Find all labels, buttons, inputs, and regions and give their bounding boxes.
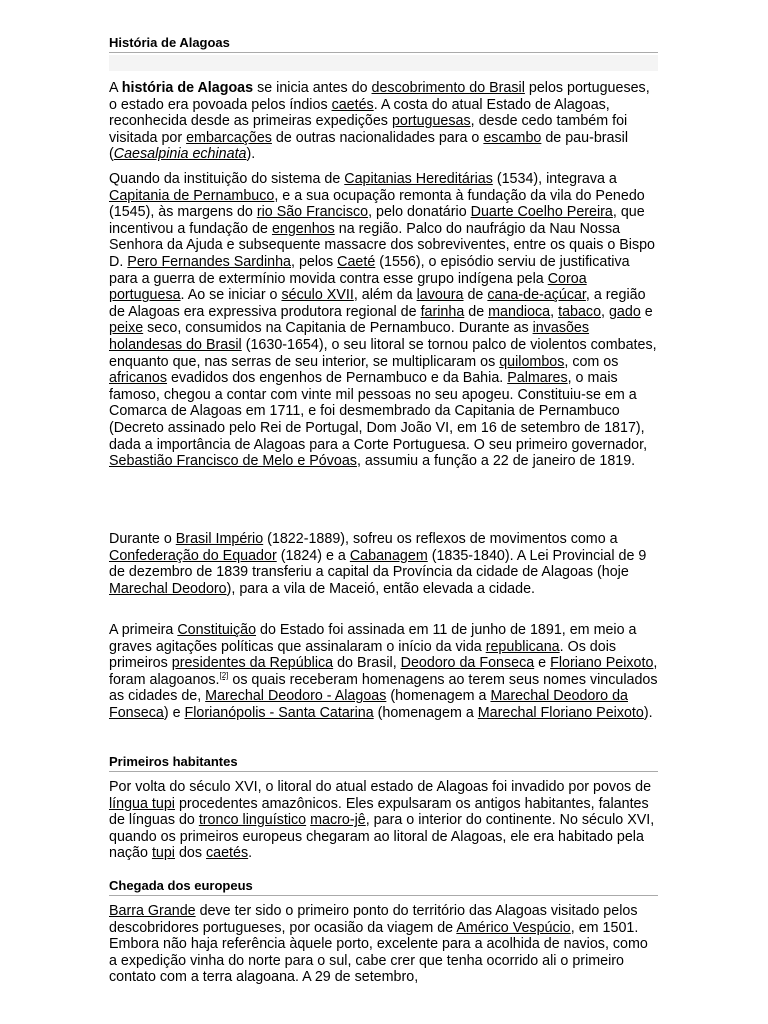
wiki-link[interactable]: Caesalpinia echinata: [113, 146, 247, 163]
wiki-link[interactable]: caetés: [206, 845, 249, 862]
text-run: Durante o: [109, 531, 176, 547]
page-title: História de Alagoas: [109, 35, 658, 53]
wiki-link[interactable]: Pero Fernandes Sardinha: [127, 253, 292, 270]
text-run: deve ter sido o primeiro ponto do território das Alagoas visitado pelos descobridores portugueses, por ocasião da viagem de: [109, 903, 638, 936]
wiki-link[interactable]: Capitanias Hereditárias: [344, 171, 493, 187]
wiki-link[interactable]: mandioca: [488, 303, 551, 320]
text-run: . A costa do atual Estado de Alagoas, reconhecida desde as primeiras expedições: [109, 96, 610, 130]
paragraph-colonial: [109, 171, 658, 470]
wiki-link[interactable]: portuguesas: [391, 113, 471, 130]
text-run: , em 1501. Embora não haja referência àquele porto, excelente para a acolhida de navios, como a expedição vinha do norte para o sul, cabe crer que tenha ocorrido ali o primeiro contato com a terra alagoana. A 29 de setembro,: [109, 919, 648, 986]
text-run: , com os: [564, 353, 619, 370]
text-run: , e a sua ocupação remonta à fundação da vila do Penedo (1545), às margens do: [109, 187, 645, 221]
wiki-link[interactable]: Floriano Peixoto: [550, 655, 654, 672]
text-run: ).: [246, 146, 256, 163]
text-run: do Estado foi assinada em 11 de junho de 1891, em meio a graves agitações políticas que assinalaram o início da vida: [109, 622, 637, 655]
wiki-link[interactable]: peixe: [109, 320, 144, 337]
paragraph-intro: [109, 80, 658, 163]
bold-text: história de Alagoas: [121, 80, 254, 96]
wiki-link[interactable]: Deodoro da Fonseca: [400, 655, 535, 672]
paragraph-primeiros-habitantes: [109, 779, 658, 862]
text-run: (1822-1889), sofreu os reflexos de movimentos como a: [263, 531, 618, 547]
wiki-link[interactable]: Caeté: [337, 253, 376, 270]
text-run: , além da: [353, 287, 417, 304]
paragraph-republica: [109, 622, 658, 722]
text-run: (1835-1840). A Lei Provincial de 9 de dezembro de 1839 transferiu a capital da Província da cidade de Alagoas (hoje: [109, 547, 647, 581]
text-run: e: [534, 655, 551, 672]
text-run: ,: [550, 303, 559, 320]
section-heading-primeiros-habitantes: Primeiros habitantes: [109, 754, 658, 772]
text-run: evadidos dos engenhos de Pernambuco e da Bahia.: [167, 370, 508, 387]
header-band: [109, 55, 658, 71]
wiki-link[interactable]: tronco linguístico: [198, 812, 307, 829]
text-run: os quais receberam homenagens ao terem seus nomes vinculados as cidades de,: [109, 671, 658, 705]
wiki-link[interactable]: presidentes da República: [171, 655, 334, 672]
text-run: , pelo donatário: [368, 204, 471, 221]
text-run: , que incentivou a fundação de: [109, 204, 645, 237]
text-run: . Ao se iniciar o: [180, 287, 282, 304]
text-run: .: [248, 845, 253, 862]
text-run: ), para a vila de Maceió, então elevada a cidade.: [226, 580, 535, 597]
footnote-ref[interactable]: [2]: [219, 671, 229, 681]
text-run: (1824) e a: [276, 547, 350, 564]
wiki-link[interactable]: republicana: [485, 638, 560, 655]
wiki-link[interactable]: lavoura: [416, 287, 464, 304]
text-run: de: [464, 303, 489, 320]
wiki-link[interactable]: Marechal Deodoro - Alagoas: [205, 688, 387, 705]
text-run: ) e: [163, 704, 185, 721]
text-run: na região. Palco do naufrágio da Nau Nossa Senhora da Ajuda e subsequente massacre dos sobreviventes, entre os quais o Bispo D.: [109, 220, 656, 270]
wiki-link[interactable]: farinha: [420, 303, 465, 320]
wiki-link[interactable]: Florianópolis - Santa Catarina: [184, 704, 374, 721]
text-run: dos: [175, 845, 206, 862]
wiki-link[interactable]: Palmares: [507, 370, 568, 387]
text-run: seco, consumidos na Capitania de Pernambuco. Durante as: [143, 320, 533, 337]
wiki-link[interactable]: quilombos: [499, 353, 565, 370]
paragraph-chegada-europeus: [109, 903, 658, 986]
wiki-link[interactable]: macro-jê: [310, 812, 366, 829]
wiki-link[interactable]: descobrimento do Brasil: [371, 80, 525, 96]
text-run: de outras nacionalidades para o: [271, 129, 484, 146]
wiki-link[interactable]: escambo: [483, 129, 542, 146]
text-run: , o mais famoso, chegou a contar com vinte mil pessoas no seu apogeu. Constituiu-se em a Comarca de Alagoas em 1711, e foi desmembrado da Capitania de Pernambuco (Decreto assinado pelo Rei de Portugal, Dom João VI, em 16 de setembro de 1817), dada a importância de Alagoas para a Corte Portuguesa. O seu primeiro governador,: [109, 370, 648, 453]
text-run: e: [640, 303, 653, 320]
text-run: de pau-brasil (: [109, 129, 629, 163]
wiki-link[interactable]: caetés: [331, 96, 374, 113]
wiki-link[interactable]: Confederação do Equador: [109, 547, 277, 564]
wiki-link[interactable]: tupi: [151, 845, 175, 862]
text-run: (1630-1654), o seu litoral se tornou palco de violentos combates, enquanto que, nas serras de seu interior, se multiplicaram os: [109, 336, 657, 370]
wiki-link[interactable]: Marechal Floriano Peixoto: [477, 704, 644, 721]
paragraph-imperio: [109, 531, 658, 597]
wiki-link[interactable]: Marechal Deodoro da Fonseca: [109, 688, 628, 721]
wiki-link[interactable]: Cabanagem: [349, 547, 428, 564]
text-run: do Brasil,: [333, 655, 401, 672]
text-run: . Os dois primeiros: [109, 638, 617, 672]
wiki-link[interactable]: Coroa portuguesa: [109, 270, 587, 304]
wiki-link[interactable]: Marechal Deodoro: [109, 580, 227, 597]
text-run: se inicia antes do: [253, 80, 372, 96]
text-run: ).: [643, 704, 653, 721]
text-run: , assumiu a função a 22 de janeiro de 1819.: [356, 453, 636, 470]
wiki-link[interactable]: século XVII: [281, 287, 354, 304]
wiki-link[interactable]: Barra Grande: [109, 903, 196, 919]
text-run: , para o interior do continente. No século XVI, quando os primeiros europeus chegaram ao litoral de Alagoas, ele era habitado pela nação: [109, 812, 655, 862]
text-run: (homenagem a: [373, 704, 478, 721]
text-run: , pelos: [291, 253, 338, 270]
text-run: Por volta do século XVI, o litoral do atual estado de Alagoas foi invadido por povos de: [109, 779, 652, 795]
wiki-link[interactable]: embarcações: [186, 129, 272, 146]
wiki-link[interactable]: invasões holandesas do Brasil: [109, 320, 590, 353]
wiki-link[interactable]: Capitania de Pernambuco: [109, 187, 275, 204]
text-run: Quando da instituição do sistema de: [109, 171, 345, 187]
wiki-link[interactable]: Constituição: [177, 622, 257, 638]
text-run: , a região de Alagoas era expressiva produtora regional de: [109, 287, 646, 320]
text-run: procedentes amazônicos. Eles expulsaram os antigos habitantes, falantes de línguas do: [109, 795, 649, 829]
text-run: (1534), integrava a: [492, 171, 617, 187]
wiki-link[interactable]: Sebastião Francisco de Melo e Póvoas: [109, 453, 357, 470]
wiki-link[interactable]: tabaco: [558, 303, 602, 320]
wiki-link[interactable]: rio São Francisco: [256, 204, 369, 221]
text-run: , foram alagoanos.: [109, 655, 658, 688]
text-run: ,: [601, 303, 609, 320]
wiki-link[interactable]: engenhos: [271, 220, 335, 237]
text-run: (homenagem a: [386, 688, 491, 705]
wiki-link[interactable]: africanos: [109, 370, 168, 387]
text-run: de: [463, 287, 488, 304]
wiki-link[interactable]: Brasil Império: [175, 531, 264, 547]
text-run: (1556), o episódio serviu de justificativa para a guerra de extermínio movida contra esse grupo indígena pela: [109, 253, 630, 287]
wiki-link[interactable]: gado: [608, 303, 641, 320]
text-run: A primeira: [109, 622, 178, 638]
text-run: A: [109, 80, 122, 96]
wiki-link[interactable]: cana-de-açúcar: [487, 287, 586, 304]
section-heading-chegada-europeus: Chegada dos europeus: [109, 878, 658, 896]
wiki-link[interactable]: Duarte Coelho Pereira: [470, 204, 613, 221]
wiki-link[interactable]: língua tupi: [109, 795, 175, 812]
wiki-link[interactable]: Américo Vespúcio: [456, 919, 571, 936]
text-run: pelos portugueses, o estado era povoada pelos índios: [109, 80, 650, 113]
text-run: , desde cedo também foi visitada por: [109, 113, 628, 146]
